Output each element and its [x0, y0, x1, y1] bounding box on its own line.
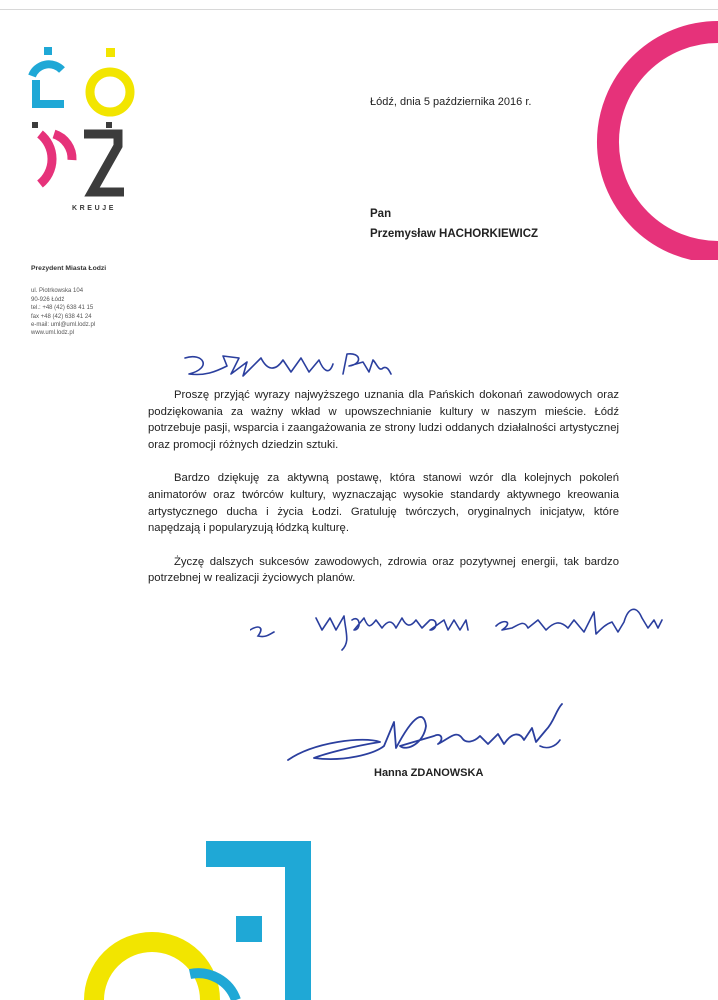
- handwritten-closing: [250, 598, 670, 656]
- body-paragraph: Proszę przyjąć wyrazy najwyższego uznania dla Pańskich dokonań zawodowych oraz podziękowania za ważny wkład w upowszechnianie kultury w naszym mieście. Łódź potrzebuje pasji, wsparcia i zaangażowania ze strony ludzi oddanych działalności artystycznej oraz promocji różnych dziedzin sztuki.: [148, 389, 619, 451]
- letter-date: Łódź, dnia 5 października 2016 r.: [370, 96, 532, 108]
- letter-body: [148, 387, 619, 604]
- bottom-logo-decoration: [60, 840, 360, 1000]
- logo-letter-d-icon: [32, 122, 72, 184]
- logo-letter-z-icon: [84, 122, 124, 192]
- sender-title: Prezydent Miasta Łodzi: [31, 265, 107, 272]
- recipient-block: [370, 204, 538, 244]
- sender-phone: tel.: +48 (42) 638 41 15: [31, 305, 94, 312]
- lodz-logo: [28, 42, 138, 222]
- sender-fax: fax +48 (42) 638 41 24: [31, 313, 92, 320]
- recipient-name: Przemysław HACHORKIEWICZ: [370, 228, 539, 240]
- handwritten-salutation: [183, 346, 393, 380]
- sender-address-line: 90-926 Łódź: [31, 296, 65, 303]
- scan-top-edge: [0, 9, 718, 10]
- logo-tagline: KREUJE: [72, 205, 116, 212]
- logo-letter-l-icon: [32, 47, 64, 104]
- body-paragraph: Bardzo dziękuję za aktywną postawę, która stanowi wzór dla kolejnych pokoleń animatorów oraz twórców kultury, wyznaczając wysokie standardy aktywnego kreowania artystycznego ducha i życia Łodzi. Gratuluję twórczych, oryginalnych inicjatyw, które napędzają i popularyzują łódzką kulturę.: [148, 472, 619, 535]
- logo-letter-o-icon: [90, 48, 130, 112]
- body-paragraph: Życzę dalszych sukcesów zawodowych, zdrowia oraz pozytywnej energii, tak bardzo potrzebnej w realizacji życiowych planów.: [148, 555, 619, 585]
- recipient-title: Pan: [370, 208, 392, 220]
- sender-website: www.uml.lodz.pl: [31, 330, 75, 337]
- sender-info: [31, 265, 106, 338]
- signer-name: Hanna ZDANOWSKA: [374, 767, 484, 779]
- sender-address-line: ul. Piotrkowska 104: [31, 288, 84, 295]
- sender-email: e-mail: uml@uml.lodz.pl: [31, 322, 96, 329]
- handwritten-signature: [284, 702, 574, 772]
